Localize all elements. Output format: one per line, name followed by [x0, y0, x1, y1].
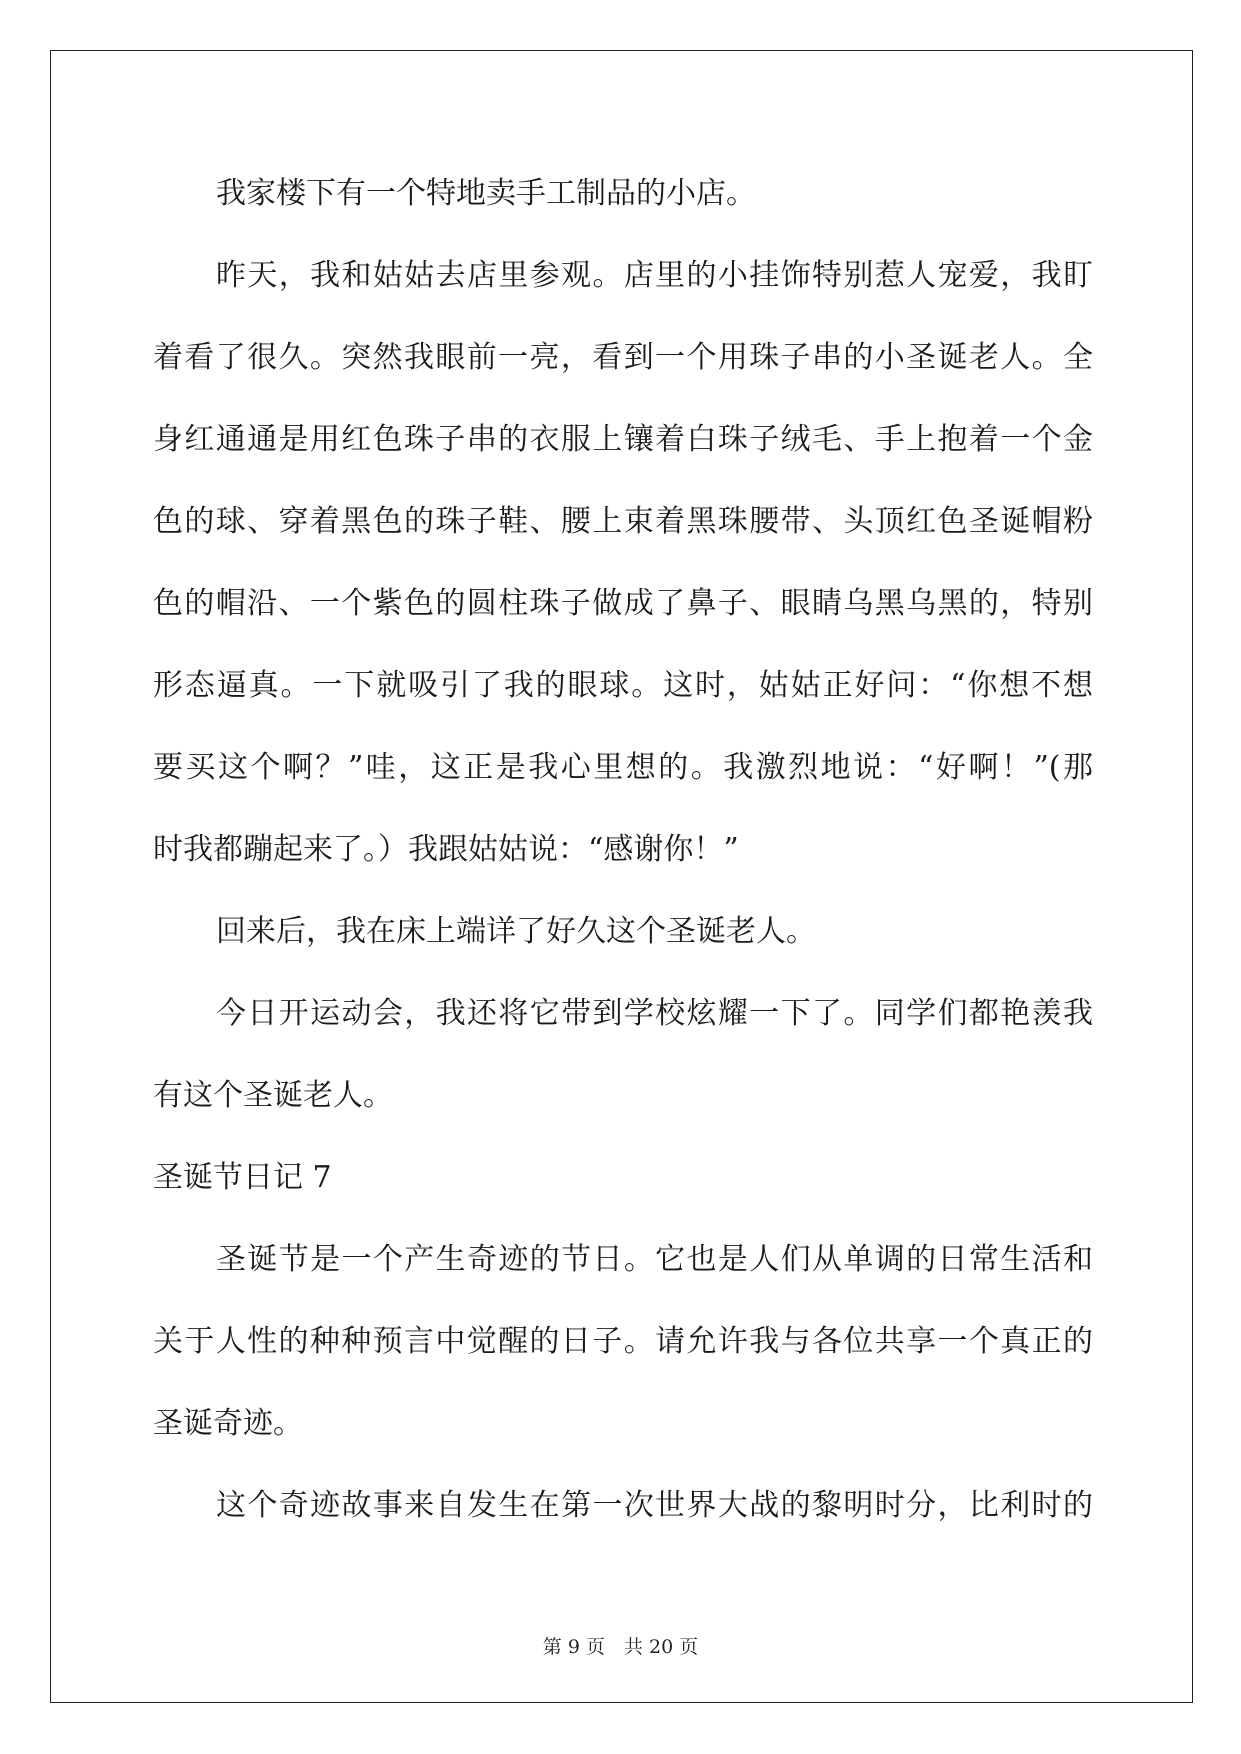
section-heading: 圣诞节日记 7	[153, 1160, 332, 1195]
document-body	[153, 158, 1093, 1552]
text-line: 昨天，我和姑姑去店里参观。店里的小挂饰特别惹人宠爱，我盯	[216, 258, 1093, 293]
text-line: 有这个圣诞老人。	[153, 1078, 393, 1113]
text-line: 圣诞奇迹。	[153, 1406, 303, 1441]
text-line: 我家楼下有一个特地卖手工制品的小店。	[216, 176, 756, 211]
text-line: 形态逼真。一下就吸引了我的眼球。这时，姑姑正好问：“你想不想	[153, 668, 1093, 703]
text-line: 身红通通是用红色珠子串的衣服上镶着白珠子绒毛、手上抱着一个金	[153, 422, 1093, 457]
text-line: 圣诞节是一个产生奇迹的节日。它也是人们从单调的日常生活和	[216, 1242, 1093, 1277]
text-line: 色的球、穿着黑色的珠子鞋、腰上束着黑珠腰带、头顶红色圣诞帽粉	[153, 504, 1093, 539]
text-line: 回来后，我在床上端详了好久这个圣诞老人。	[216, 914, 816, 949]
page-number-footer: 第 9 页 共 20 页	[542, 1636, 699, 1658]
text-line: 时我都蹦起来了。）我跟姑姑说：“感谢你！”	[153, 832, 739, 867]
text-line: 要买这个啊？”哇，这正是我心里想的。我激烈地说：“好啊！”(那	[153, 750, 1093, 785]
text-line: 色的帽沿、一个紫色的圆柱珠子做成了鼻子、眼睛乌黑乌黑的，特别	[153, 586, 1093, 621]
text-line: 关于人性的种种预言中觉醒的日子。请允许我与各位共享一个真正的	[153, 1324, 1093, 1359]
text-line: 今日开运动会，我还将它带到学校炫耀一下了。同学们都艳羡我	[216, 996, 1093, 1031]
text-line: 这个奇迹故事来自发生在第一次世界大战的黎明时分，比利时的	[216, 1488, 1093, 1523]
text-line: 着看了很久。突然我眼前一亮，看到一个用珠子串的小圣诞老人。全	[153, 340, 1093, 375]
